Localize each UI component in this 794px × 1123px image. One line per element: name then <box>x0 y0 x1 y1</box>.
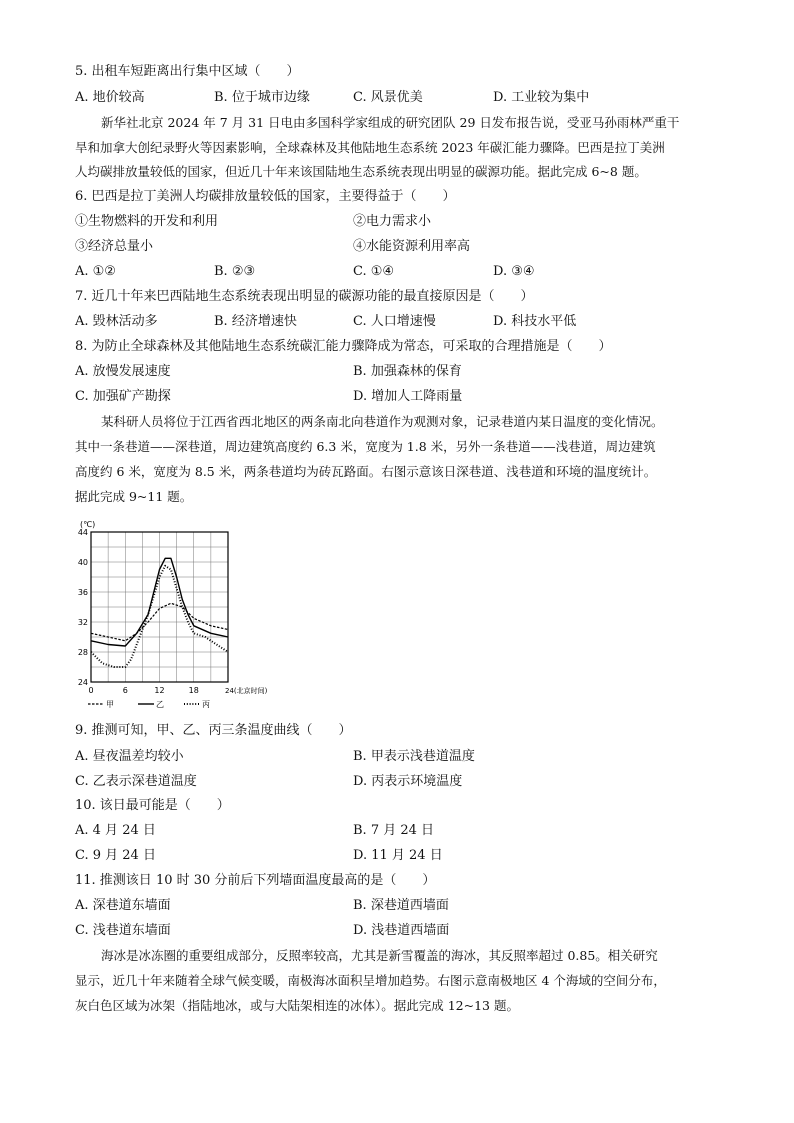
legend-label-jia: 甲 <box>106 700 114 709</box>
q11-option-a[interactable]: A. 深巷道东墙面 <box>75 898 171 913</box>
x-tick-label: 24(北京时间) <box>225 687 268 695</box>
q8-option-a[interactable]: A. 放慢发展速度 <box>75 364 171 379</box>
x-tick-label: 12 <box>154 686 165 695</box>
q9-option-a[interactable]: A. 昼夜温差均较小 <box>75 749 184 764</box>
q9-option-c[interactable]: C. 乙表示深巷道温度 <box>75 774 197 789</box>
q6-option-b[interactable]: B. ②③ <box>214 264 256 279</box>
q5-option-b[interactable]: B. 位于城市边缘 <box>214 90 310 105</box>
q11-option-b[interactable]: B. 深巷道西墙面 <box>353 898 449 913</box>
passage3-line1: 海冰是冰冻圈的重要组成部分，反照率较高，尤其是新雪覆盖的海冰，其反照率超过 0.85。相关研究 <box>101 948 658 963</box>
chart-x-ticks <box>88 686 267 695</box>
chart-grid <box>91 532 228 682</box>
passage2-line1: 某科研人员将位于江西省西北地区的两条南北向巷道作为观测对象，记录巷道内某日温度的变化情况。 <box>101 414 664 429</box>
q8-option-b[interactable]: B. 加强森林的保育 <box>353 364 462 379</box>
q6-item-4: ④水能资源利用率高 <box>353 239 471 254</box>
q11-option-d[interactable]: D. 浅巷道西墙面 <box>353 923 450 938</box>
q10-option-c[interactable]: C. 9 月 24 日 <box>75 848 156 863</box>
q8-option-c[interactable]: C. 加强矿产勘探 <box>75 389 171 404</box>
q9-option-b[interactable]: B. 甲表示浅巷道温度 <box>353 749 475 764</box>
q7-option-d[interactable]: D. 科技水平低 <box>493 314 577 329</box>
y-tick-label: 32 <box>77 618 88 627</box>
q6-item-1: ①生物燃料的开发和利用 <box>75 214 219 229</box>
q8-option-d[interactable]: D. 增加人工降雨量 <box>353 389 463 404</box>
y-tick-label: 36 <box>77 588 88 597</box>
passage1-line1: 新华社北京 2024 年 7 月 31 日电由多国科学家组成的研究团队 29 日发布报告说，受亚马孙雨林严重干 <box>101 115 680 130</box>
legend-label-bing: 丙 <box>202 700 210 709</box>
chart-y-ticks <box>78 528 88 687</box>
q7-option-c[interactable]: C. 人口增速慢 <box>353 314 436 329</box>
q5-option-a[interactable]: A. 地价较高 <box>75 90 145 105</box>
q10-option-a[interactable]: A. 4 月 24 日 <box>75 823 156 838</box>
q9-stem: 9. 推测可知，甲、乙、丙三条温度曲线（ ） <box>75 723 352 738</box>
passage3-line2: 显示，近几十年来随着全球气候变暖，南极海冰面积呈增加趋势。右图示意南极地区 4 个海域的空间分布， <box>75 973 666 988</box>
q11-option-c[interactable]: C. 浅巷道东墙面 <box>75 923 171 938</box>
x-tick-label: 18 <box>188 686 199 695</box>
q6-item-2: ②电力需求小 <box>353 214 432 229</box>
passage2-line2: 其中一条巷道——深巷道，周边建筑高度约 6.3 米，宽度为 1.8 米，另外一条巷道——浅巷道，周边建筑 <box>75 439 656 454</box>
q5-stem: 5. 出租车短距离出行集中区域（ ） <box>75 64 300 79</box>
q6-item-3: ③经济总量小 <box>75 239 154 254</box>
q11-stem: 11. 推测该日 10 时 30 分前后下列墙面温度最高的是（ ） <box>75 873 436 888</box>
y-tick-label: 44 <box>77 528 88 537</box>
q6-stem: 6. 巴西是拉丁美洲人均碳排放量较低的国家，主要得益于（ ） <box>75 189 456 204</box>
y-tick-label: 40 <box>77 558 88 567</box>
passage2-line3: 高度约 6 米，宽度为 8.5 米，两条巷道均为砖瓦路面。右图示意该日深巷道、浅巷道和环境的温度统计。 <box>75 464 657 479</box>
q9-option-d[interactable]: D. 丙表示环境温度 <box>353 774 463 789</box>
temperature-chart <box>58 516 268 712</box>
passage1-line3: 人均碳排放量较低的国家，但近几十年来该国陆地生态系统表现出明显的碳源功能。据此完成 6~8 题。 <box>75 164 647 179</box>
chart-legend <box>88 700 210 709</box>
q10-stem: 10. 该日最可能是（ ） <box>75 798 230 813</box>
q8-stem: 8. 为防止全球森林及其他陆地生态系统碳汇能力骤降成为常态，可采取的合理措施是（ ） <box>75 339 612 354</box>
x-tick-label: 0 <box>88 686 94 695</box>
y-tick-label: 28 <box>77 648 88 657</box>
y-tick-label: 24 <box>77 678 88 687</box>
passage2-line4: 据此完成 9~11 题。 <box>75 489 193 504</box>
q10-option-b[interactable]: B. 7 月 24 日 <box>353 823 435 838</box>
chart-ylabel: (℃) <box>80 520 96 529</box>
q6-option-a[interactable]: A. ①② <box>75 264 116 279</box>
q5-option-d[interactable]: D. 工业较为集中 <box>493 90 590 105</box>
q7-option-b[interactable]: B. 经济增速快 <box>214 314 297 329</box>
q7-stem: 7. 近几十年来巴西陆地生态系统表现出明显的碳源功能的最直接原因是（ ） <box>75 289 534 304</box>
legend-label-yi: 乙 <box>156 700 164 709</box>
passage3-line3: 灰白色区域为冰架（指陆地冰，或与大陆架相连的冰体）。据此完成 12~13 题。 <box>75 998 519 1013</box>
q6-option-c[interactable]: C. ①④ <box>353 264 395 279</box>
passage1-line2: 旱和加拿大创纪录野火等因素影响，全球森林及其他陆地生态系统 2023 年碳汇能力骤降。巴西是拉丁美洲 <box>75 140 665 155</box>
x-tick-label: 6 <box>122 686 128 695</box>
q5-option-c[interactable]: C. 风景优美 <box>353 90 423 105</box>
q10-option-d[interactable]: D. 11 月 24 日 <box>353 848 443 863</box>
q7-option-a[interactable]: A. 毁林活动多 <box>75 314 158 329</box>
q6-option-d[interactable]: D. ③④ <box>493 264 535 279</box>
